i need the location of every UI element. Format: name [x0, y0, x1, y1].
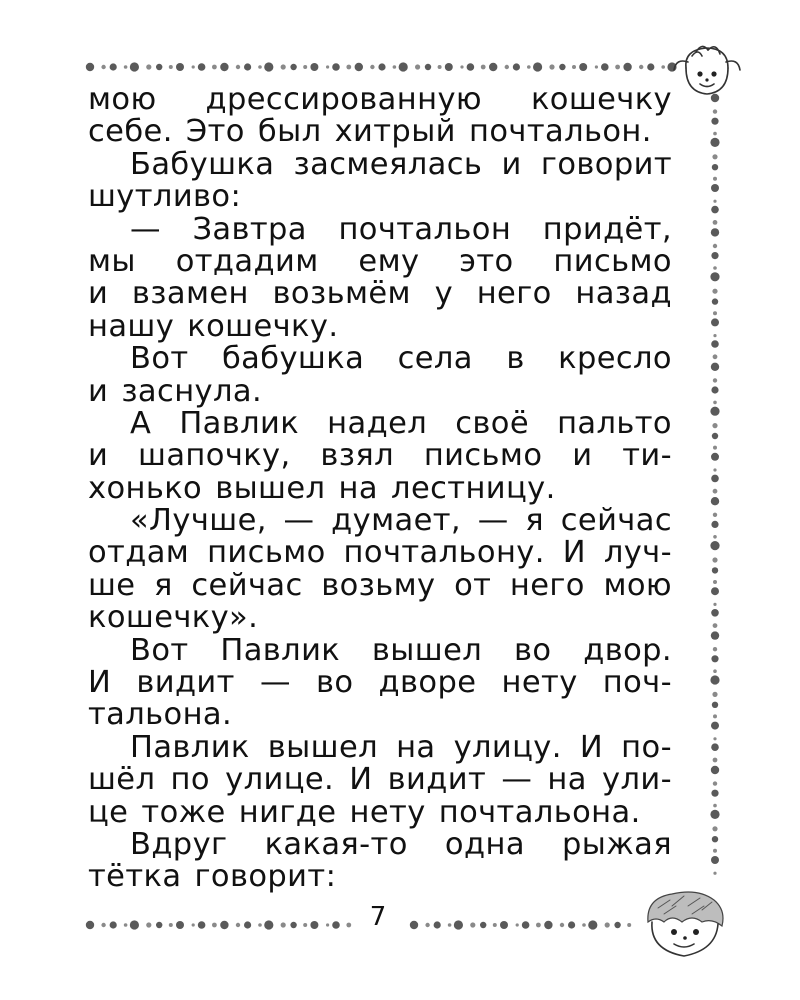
ornament-dot [615, 65, 620, 70]
ornament-dot [595, 65, 598, 68]
text-line: ше я сейчас возьму от него мою [88, 569, 672, 603]
ornament-dot [711, 475, 719, 483]
ornament-dot [156, 64, 162, 70]
text-line: мою дрессированную кошечку [88, 84, 672, 117]
ornament-dot [713, 669, 717, 673]
ornament-dot [212, 923, 217, 928]
text-line: и шапочку, взял письмо и ти- [88, 440, 672, 473]
text-line: Бабушка засмеялась и говорит [130, 148, 672, 182]
ornament-dot [711, 609, 719, 617]
ornament-dot [146, 922, 151, 927]
ornament-dot [711, 184, 719, 192]
ornament-dot [236, 923, 240, 927]
ornament-dot [146, 64, 151, 69]
ornament-dot [713, 623, 718, 628]
ornament-dot [332, 921, 340, 929]
text-line: тальона. [88, 697, 233, 733]
ornament-dot [661, 65, 665, 69]
ornament-dot [711, 386, 718, 393]
ornament-dot [176, 921, 184, 929]
text-line: Вот бабушка села в кресло [130, 343, 672, 376]
ornament-dot [332, 63, 340, 71]
ornament-dot [244, 63, 251, 70]
ornament-dot [568, 921, 575, 928]
girl-face-icon [672, 40, 742, 98]
ornament-dot [560, 923, 564, 927]
ornament-dot [481, 65, 486, 70]
ornament-dot [572, 65, 576, 69]
page-number: 7 [369, 902, 387, 932]
ornament-dot [713, 758, 718, 763]
ornament-dot [712, 702, 718, 708]
ornament-dot [454, 920, 463, 929]
ornament-dot [579, 63, 587, 71]
ornament-dot [460, 65, 463, 68]
ornament-dot [601, 63, 609, 71]
ornament-dot [713, 446, 717, 450]
ornament-dot [410, 921, 418, 929]
ornament-dot [536, 923, 541, 928]
ornament-dot [549, 64, 554, 69]
boy-face-icon [642, 888, 728, 964]
ornament-dot [176, 63, 184, 71]
ornament-dot [713, 311, 717, 315]
ornament-dot [438, 65, 442, 69]
ornament-dot [713, 804, 717, 808]
ornament-dot [713, 647, 717, 651]
ornament-dot [281, 64, 286, 69]
text-line: Павлик вышел на улицу. И по- [130, 731, 672, 765]
ornament-dot [711, 790, 718, 797]
ornament-dot [711, 340, 719, 348]
ornament-dot [712, 298, 718, 304]
ornament-dot [627, 923, 631, 927]
ornament-dot [713, 266, 717, 270]
text-line: Вдруг какая-то одна рыжая [130, 828, 672, 862]
text-line: И видит — во дворе нету поч- [88, 667, 672, 700]
ornament-dot [355, 63, 363, 71]
ornament-dot [711, 856, 719, 864]
ornament-dot [713, 849, 717, 853]
ornament-dot [712, 826, 717, 831]
ornament-dot [713, 535, 717, 539]
ornament-dot [513, 63, 520, 70]
ornament-dot [713, 781, 717, 785]
ornament-dot [711, 521, 718, 528]
ornament-dot [480, 922, 486, 928]
ornament-dot [86, 63, 94, 71]
ornament-dot [244, 921, 251, 928]
ornament-dot [198, 63, 206, 71]
dotted-border-top [84, 60, 684, 74]
ornament-dot [192, 65, 195, 68]
ornament-dot [711, 118, 718, 125]
ornament-dot [713, 378, 717, 382]
ornament-dot [303, 65, 307, 69]
text-line: «Лучше, — думает, — я сейчас [130, 505, 672, 538]
ornament-dot [623, 63, 631, 71]
ornament-dot [493, 923, 497, 927]
ornament-dot [326, 923, 329, 926]
ornament-dot [415, 64, 420, 69]
ornament-dot [711, 766, 719, 774]
ornament-dot [713, 513, 717, 517]
ornament-dot [710, 675, 719, 684]
ornament-dot [712, 154, 717, 159]
ornament-dot [258, 923, 262, 927]
ornament-dot [713, 489, 718, 494]
ornament-dot [110, 63, 117, 70]
ornament-dot [522, 921, 530, 929]
ornament-dot [156, 922, 162, 928]
ornament-dot [192, 923, 195, 926]
ornament-dot [516, 923, 519, 926]
ornament-dot [711, 363, 719, 371]
ornament-dot [310, 63, 318, 71]
ornament-dot [713, 714, 717, 718]
ornament-dot [713, 401, 717, 405]
ornament-dot [711, 252, 718, 259]
ornament-dot [712, 164, 718, 170]
ornament-dot [101, 65, 105, 69]
ornament-dot [710, 138, 719, 147]
ornament-dot [713, 354, 718, 359]
text-line: шутливо: [88, 179, 242, 215]
text-line: и взамен возьмём у него назад [88, 278, 672, 311]
ornament-dot [378, 63, 385, 70]
ornament-dot [711, 655, 718, 662]
ornament-dot [489, 63, 497, 71]
ornament-dot [582, 923, 586, 927]
ornament-dot [710, 407, 719, 416]
ornament-dot [712, 433, 718, 439]
text-line: себе. Это был хитрый почтальон. [88, 114, 652, 150]
ornament-dot [169, 65, 173, 69]
ornament-dot [124, 65, 128, 69]
ornament-dot [86, 921, 94, 929]
ornament-dot [713, 872, 716, 875]
text-line: нашу кошечку. [88, 308, 339, 344]
ornament-dot [264, 920, 273, 929]
text-line: кошечку». [88, 600, 259, 636]
ornament-dot [236, 65, 240, 69]
ornament-dot [711, 497, 719, 505]
text-line: и заснула. [88, 373, 263, 409]
ornament-dot [711, 587, 719, 595]
ornament-dot [713, 109, 717, 113]
ornament-dot [346, 923, 351, 928]
ornament-dot [712, 692, 717, 697]
ornament-dot [710, 810, 719, 819]
ornament-dot [533, 62, 542, 71]
ornament-dot [713, 132, 717, 136]
ornament-dot [310, 921, 318, 929]
ornament-dot [101, 923, 105, 927]
text-line: шёл по улице. И видит — на ули- [88, 764, 672, 797]
ornament-dot [425, 923, 429, 927]
ornament-dot [711, 206, 719, 214]
text-line: тётка говорит: [88, 859, 337, 895]
text-line: хонько вышел на лестницу. [88, 470, 556, 506]
ornament-dot [467, 63, 475, 71]
ornament-dot [445, 63, 453, 71]
ornament-dot [303, 923, 307, 927]
ornament-dot [713, 737, 716, 740]
ornament-dot [713, 220, 718, 225]
ornament-dot [544, 921, 552, 929]
dotted-border-bottom-right [408, 918, 636, 932]
ornament-dot [711, 722, 719, 730]
ornament-dot [220, 921, 228, 929]
ornament-dot [712, 557, 717, 562]
ornament-dot [130, 920, 139, 929]
story-text [88, 84, 672, 894]
ornament-dot [647, 63, 654, 70]
ornament-dot [290, 922, 296, 928]
text-line: А Павлик надел своё пальто [130, 407, 672, 441]
ornament-dot [220, 63, 228, 71]
ornament-dot [712, 836, 718, 842]
ornament-dot [264, 62, 273, 71]
ornament-dot [198, 921, 206, 929]
ornament-dot [346, 65, 351, 70]
ornament-dot [713, 177, 717, 181]
ornament-dot [110, 921, 117, 928]
ornament-dot [713, 468, 716, 471]
ornament-dot [470, 922, 475, 927]
ornament-dot [527, 65, 531, 69]
ornament-dot [711, 94, 719, 102]
ornament-dot [713, 334, 716, 337]
ornament-dot [710, 272, 719, 281]
dotted-border-bottom-left [84, 918, 354, 932]
ornament-dot [434, 921, 441, 928]
ornament-dot [614, 922, 620, 928]
ornament-dot [505, 65, 509, 69]
ornament-dot [712, 423, 717, 428]
ornament-dot [559, 64, 565, 70]
ornament-dot [326, 65, 329, 68]
ornament-dot [588, 920, 597, 929]
ornament-dot [712, 289, 717, 294]
ornament-dot [370, 65, 374, 69]
text-line: мы отдадим ему это письмо [88, 245, 672, 279]
ornament-dot [169, 923, 173, 927]
ornament-dot [425, 64, 431, 70]
ornament-dot [711, 318, 719, 326]
ornament-dot [290, 64, 296, 70]
ornament-dot [713, 244, 717, 248]
ornament-dot [713, 200, 716, 203]
ornament-dot [281, 922, 286, 927]
ornament-dot [711, 228, 719, 236]
ornament-dot [500, 921, 508, 929]
ornament-dot [639, 65, 643, 69]
ornament-dot [399, 62, 408, 71]
ornament-dot [713, 580, 717, 584]
ornament-dot [258, 65, 262, 69]
ornament-dot [710, 541, 719, 550]
ornament-dot [711, 743, 719, 751]
ornament-dot [711, 453, 719, 461]
ornament-dot [212, 65, 217, 70]
text-line: отдам письмо почтальону. И луч- [88, 537, 672, 570]
ornament-dot [124, 923, 128, 927]
ornament-dot [713, 603, 716, 606]
ornament-dot [393, 65, 397, 69]
text-line: — Завтра почтальон придёт, [130, 213, 672, 246]
ornament-dot [130, 62, 139, 71]
ornament-dot [711, 631, 719, 639]
ornament-dot [712, 567, 718, 573]
dotted-border-right [708, 92, 722, 882]
ornament-dot [448, 923, 452, 927]
ornament-dot [605, 922, 610, 927]
text-line: Вот Павлик вышел во двор. [130, 634, 672, 668]
text-line: це тоже нигде нету почтальона. [88, 794, 641, 830]
